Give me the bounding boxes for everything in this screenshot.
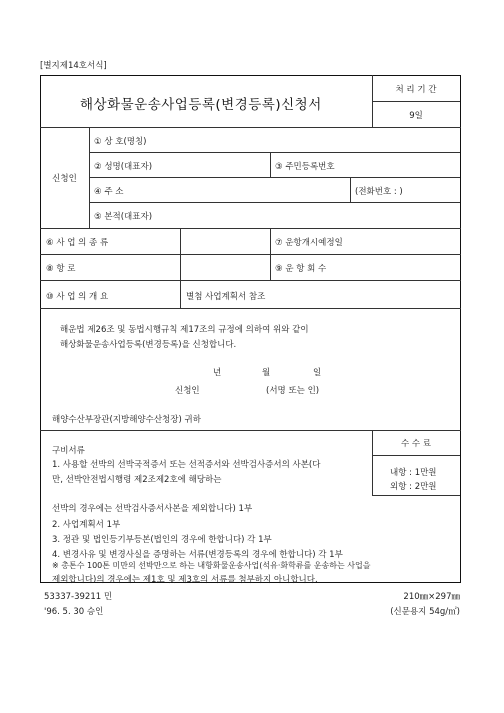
date-month-label: 월: [262, 368, 271, 378]
route-label: ⑧ 항 로: [46, 264, 76, 274]
processing-period-label: 처 리 기 간: [395, 85, 437, 95]
date-day-label: 일: [313, 368, 322, 378]
signature-label: (서명 또는 인): [266, 386, 320, 396]
documents-heading: 구비서류: [52, 446, 85, 456]
document-item-1-line-1: 1. 사용할 선박의 선박국적증서 또는 선적증서와 선박검사증서의 사본(다: [52, 460, 321, 470]
statement-line-1: 해운법 제26조 및 동법시행규칙 제17조의 규정에 의하여 위와 같이: [60, 325, 309, 335]
trips-label: ⑨ 운 항 회 수: [275, 264, 327, 274]
fee-label: 수 수 료: [400, 439, 432, 449]
representative-name-label: ② 성명(대표자): [94, 162, 153, 172]
footer-code: 53337-39211 민: [44, 592, 113, 602]
trade-name-label: ① 상 호(명칭): [94, 137, 147, 147]
summary-value: 별첨 사업계획서 참조: [186, 292, 266, 302]
resident-number-label: ③ 주민등록번호: [275, 162, 335, 172]
form-code: [별지제14호서식]: [40, 61, 107, 71]
document-note-line-2: 제외합니다)의 경우에는 제1호 및 제3호의 서류를 첨부하지 아니합니다.: [52, 575, 318, 585]
statement-line-2: 해상화물운송사업등록(변경등록)을 신청합니다.: [60, 340, 237, 350]
start-date-label: ⑦ 운항개시예정일: [275, 238, 343, 248]
applicant-section-label: 신청인: [52, 174, 77, 184]
address-label: ④ 주 소: [94, 187, 124, 197]
form-title: 해상화물운송사업등록(변경등록)신청서: [80, 97, 322, 113]
footer-approval: '96. 5. 30 승인: [44, 607, 104, 617]
document-item-4: 4. 변경사유 및 변경사실을 증명하는 서류(변경등록의 경우에 한합니다) 각 1부: [52, 550, 343, 560]
document-item-3: 3. 정관 및 법인등기부등본(법인의 경우에 한합니다) 각 1부: [52, 535, 272, 545]
phone-label: (전화번호 : ): [355, 187, 403, 197]
document-item-1-line-2: 만, 선박안전법시행령 제2조제2호에 해당하는: [52, 475, 222, 485]
applicant-sign-label: 신청인: [175, 386, 200, 396]
document-item-1-line-3: 선박의 경우에는 선박검사증서사본을 제외합니다) 1부: [52, 504, 253, 514]
processing-period-value: 9일: [409, 111, 423, 121]
fee-overseas: 외항 : 2만원: [390, 482, 437, 492]
document-item-2: 2. 사업계획서 1부: [52, 520, 121, 530]
head-office-label: ⑤ 본적(대표자): [94, 212, 153, 222]
fee-domestic: 내항 : 1만원: [390, 468, 437, 478]
business-type-label: ⑥ 사 업 의 종 류: [46, 238, 109, 248]
footer-size: 210㎜×297㎜: [403, 592, 460, 602]
document-note-line-1: ※ 총톤수 100톤 미만의 선박만으로 하는 내항화물운송사업(석유·화학류를 운송하는 사업을: [52, 561, 371, 570]
summary-label: ⑩ 사 업 의 개 요: [46, 292, 109, 302]
recipient: 해양수산부장관(지방해양수산청장) 귀하: [52, 415, 201, 425]
footer-paper: (신문용지 54g/㎡): [390, 607, 460, 617]
date-year-label: 년: [213, 368, 222, 378]
